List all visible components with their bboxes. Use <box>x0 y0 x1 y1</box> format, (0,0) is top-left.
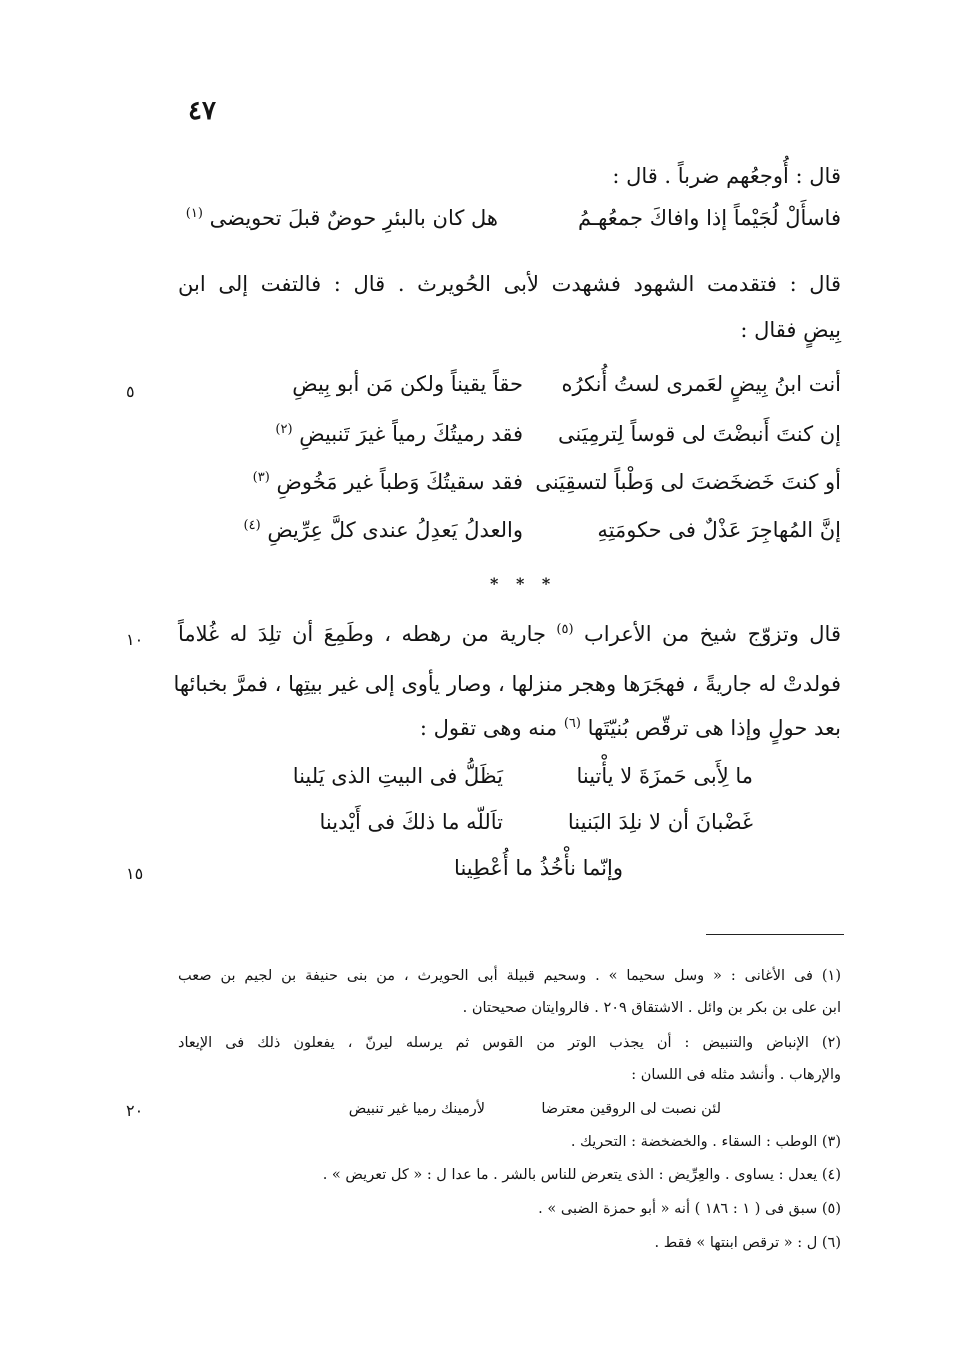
poem2-verse1-second: يَظَلُّ فى البيتِ الذى يَلينا <box>292 764 503 788</box>
poem2-last-line: وإنّما نأْخُذُ ما أُعْطِينا <box>454 856 623 880</box>
paragraph2-line3-start: بعد حولٍ وإذا هى ترقّص بُنيّتَها <box>587 716 841 740</box>
couplet1-first-hemistich: فاسأَلْ لُجَيْماً إذا وافاكَ جمعُهـمُ <box>577 206 841 230</box>
footnote-5: (٥) سبق فى ( ١ : ١٨٦ ) أنه « أبو حمزة الضبى » . <box>538 1201 841 1217</box>
paragraph2-line2: فولدتْ له جاريةً ، فهجَرَها وهجر منزلها ، وصار يأوى إلى غير بيتِها ، فمرَّ بخبائها <box>173 672 841 696</box>
line-number-5: ٥ <box>126 382 135 401</box>
section-separator: * * * <box>490 574 557 593</box>
footnote-ref-4: (٤) <box>243 518 261 533</box>
poem1-verse1-first: أنت ابنُ بِيضٍ لعَمرى لستُ أُنكرُه <box>561 372 841 396</box>
footnote-6: (٦) ل : « ترقص ابنتها » فقط . <box>654 1235 841 1251</box>
poem2-verse2-first: غَضْبانَ أن لا نلِدَ البَنينا <box>567 810 753 834</box>
paragraph2-line1-end: جارية من رهطه ، وطَمِعَ أن تلِدَ له غُلاماً <box>178 622 546 646</box>
intro-line: قال : أُوجعُهم ضرباً . قال : <box>612 164 841 188</box>
poem1-verse3-second-text: فقد سقيتُكَ وَطباً غير مَخُوضِ <box>276 470 523 494</box>
page-number: ٤٧ <box>188 96 216 126</box>
paragraph2-line3 <box>420 716 841 740</box>
footnote-3: (٣) الوطب : السقاء . والخضخضة : التحريك . <box>570 1134 841 1150</box>
paragraph1-line2: بِيضٍ فقال : <box>740 318 841 342</box>
poem1-verse3-first: أو كنتَ خَضخَضتَ لى وَطْباً لتسقِيَنى <box>535 470 841 494</box>
footnote-2-verse-second: لأرمينك رميا غير تنبيض <box>348 1101 485 1117</box>
couplet1-second-hemistich <box>186 206 498 230</box>
footnote-ref-2: (٢) <box>275 422 293 437</box>
footnote-ref-3: (٣) <box>252 470 270 485</box>
line-number-10: ١٠ <box>126 630 144 649</box>
paragraph2-line1-start: قال وتزوّج شيخ من الأعراب <box>584 622 841 646</box>
poem1-verse4-first: إنَّ المُهاجِرَ عَذْلٌ فى حكومَتِهِ <box>597 518 841 542</box>
footnote-2-verse-first: لئن نصبت لى الروقين معترضا <box>541 1101 721 1117</box>
couplet1-second-text: هل كان بالبئرِ حوضٌ قبلَ تحويضى <box>209 206 498 230</box>
footnote-1-line2: ابن على بن بكر بن وائل . الاشتقاق ٢٠٩ . فالروايتان صحيحتان . <box>462 1000 841 1016</box>
footnote-separator-rule <box>706 934 844 935</box>
footnote-2-line1: (٢) الإنباض والتنبيض : أن يجذب الوتر من القوس ثم يرسله ليرنّ ، يفعلون ذلك فى الإيعاد <box>178 1035 841 1051</box>
footnote-ref-5: (٥) <box>556 622 574 637</box>
footnote-2-line2: والإرهاب . وأنشد مثله فى اللسان : <box>631 1067 841 1083</box>
poem1-verse1-second: حقاً يقيناً ولكن مَن أبو بِيضِ <box>292 372 523 396</box>
paragraph2-line3-end: منه وهى تقول : <box>419 716 558 740</box>
paragraph2-line1 <box>178 622 841 646</box>
poem1-verse2-second <box>275 422 523 446</box>
poem1-verse4-second-text: والعدلُ يَعدِلُ عندى كلَّ عِرِّيضِ <box>267 518 523 542</box>
line-number-20: ٢٠ <box>126 1101 144 1120</box>
footnote-ref-6: (٦) <box>563 716 581 731</box>
footnote-4: (٤) يعدل : يساوى . والعِرِّيض : الذى يتعرض للناس بالشر . ما عدا ل : « كل تعريض » . <box>322 1167 841 1183</box>
poem2-verse1-first: ما لِأَبى حَمزَةَ لا يأْتينا <box>576 764 753 788</box>
line-number-15: ١٥ <box>126 864 144 883</box>
poem2-verse2-second: تاَللّه ما ذلكَ فى أَيْدينا <box>319 810 503 834</box>
paragraph1-line1: قال : فتقدمت الشهود فشهدت لأبى الحُويرث . قال : فالتفت إلى ابن <box>178 272 841 296</box>
poem1-verse2-first: إن كنتَ أَنبضْتَ لى قوساً لِترمِيَنى <box>558 422 841 446</box>
poem1-verse2-second-text: فقد رميتُكَ رمياً غيرَ تَنبيضِ <box>299 422 523 446</box>
poem1-verse3-second <box>253 470 523 494</box>
footnote-1-line1: (١) فى الأغانى : « وسل سحيما » . وسحيم قبيلة أبى الحويرث ، من بنى حنيفة بن لجيم بن صعب <box>178 968 841 984</box>
footnote-ref-1: (١) <box>185 206 203 221</box>
poem1-verse4-second <box>244 518 524 542</box>
